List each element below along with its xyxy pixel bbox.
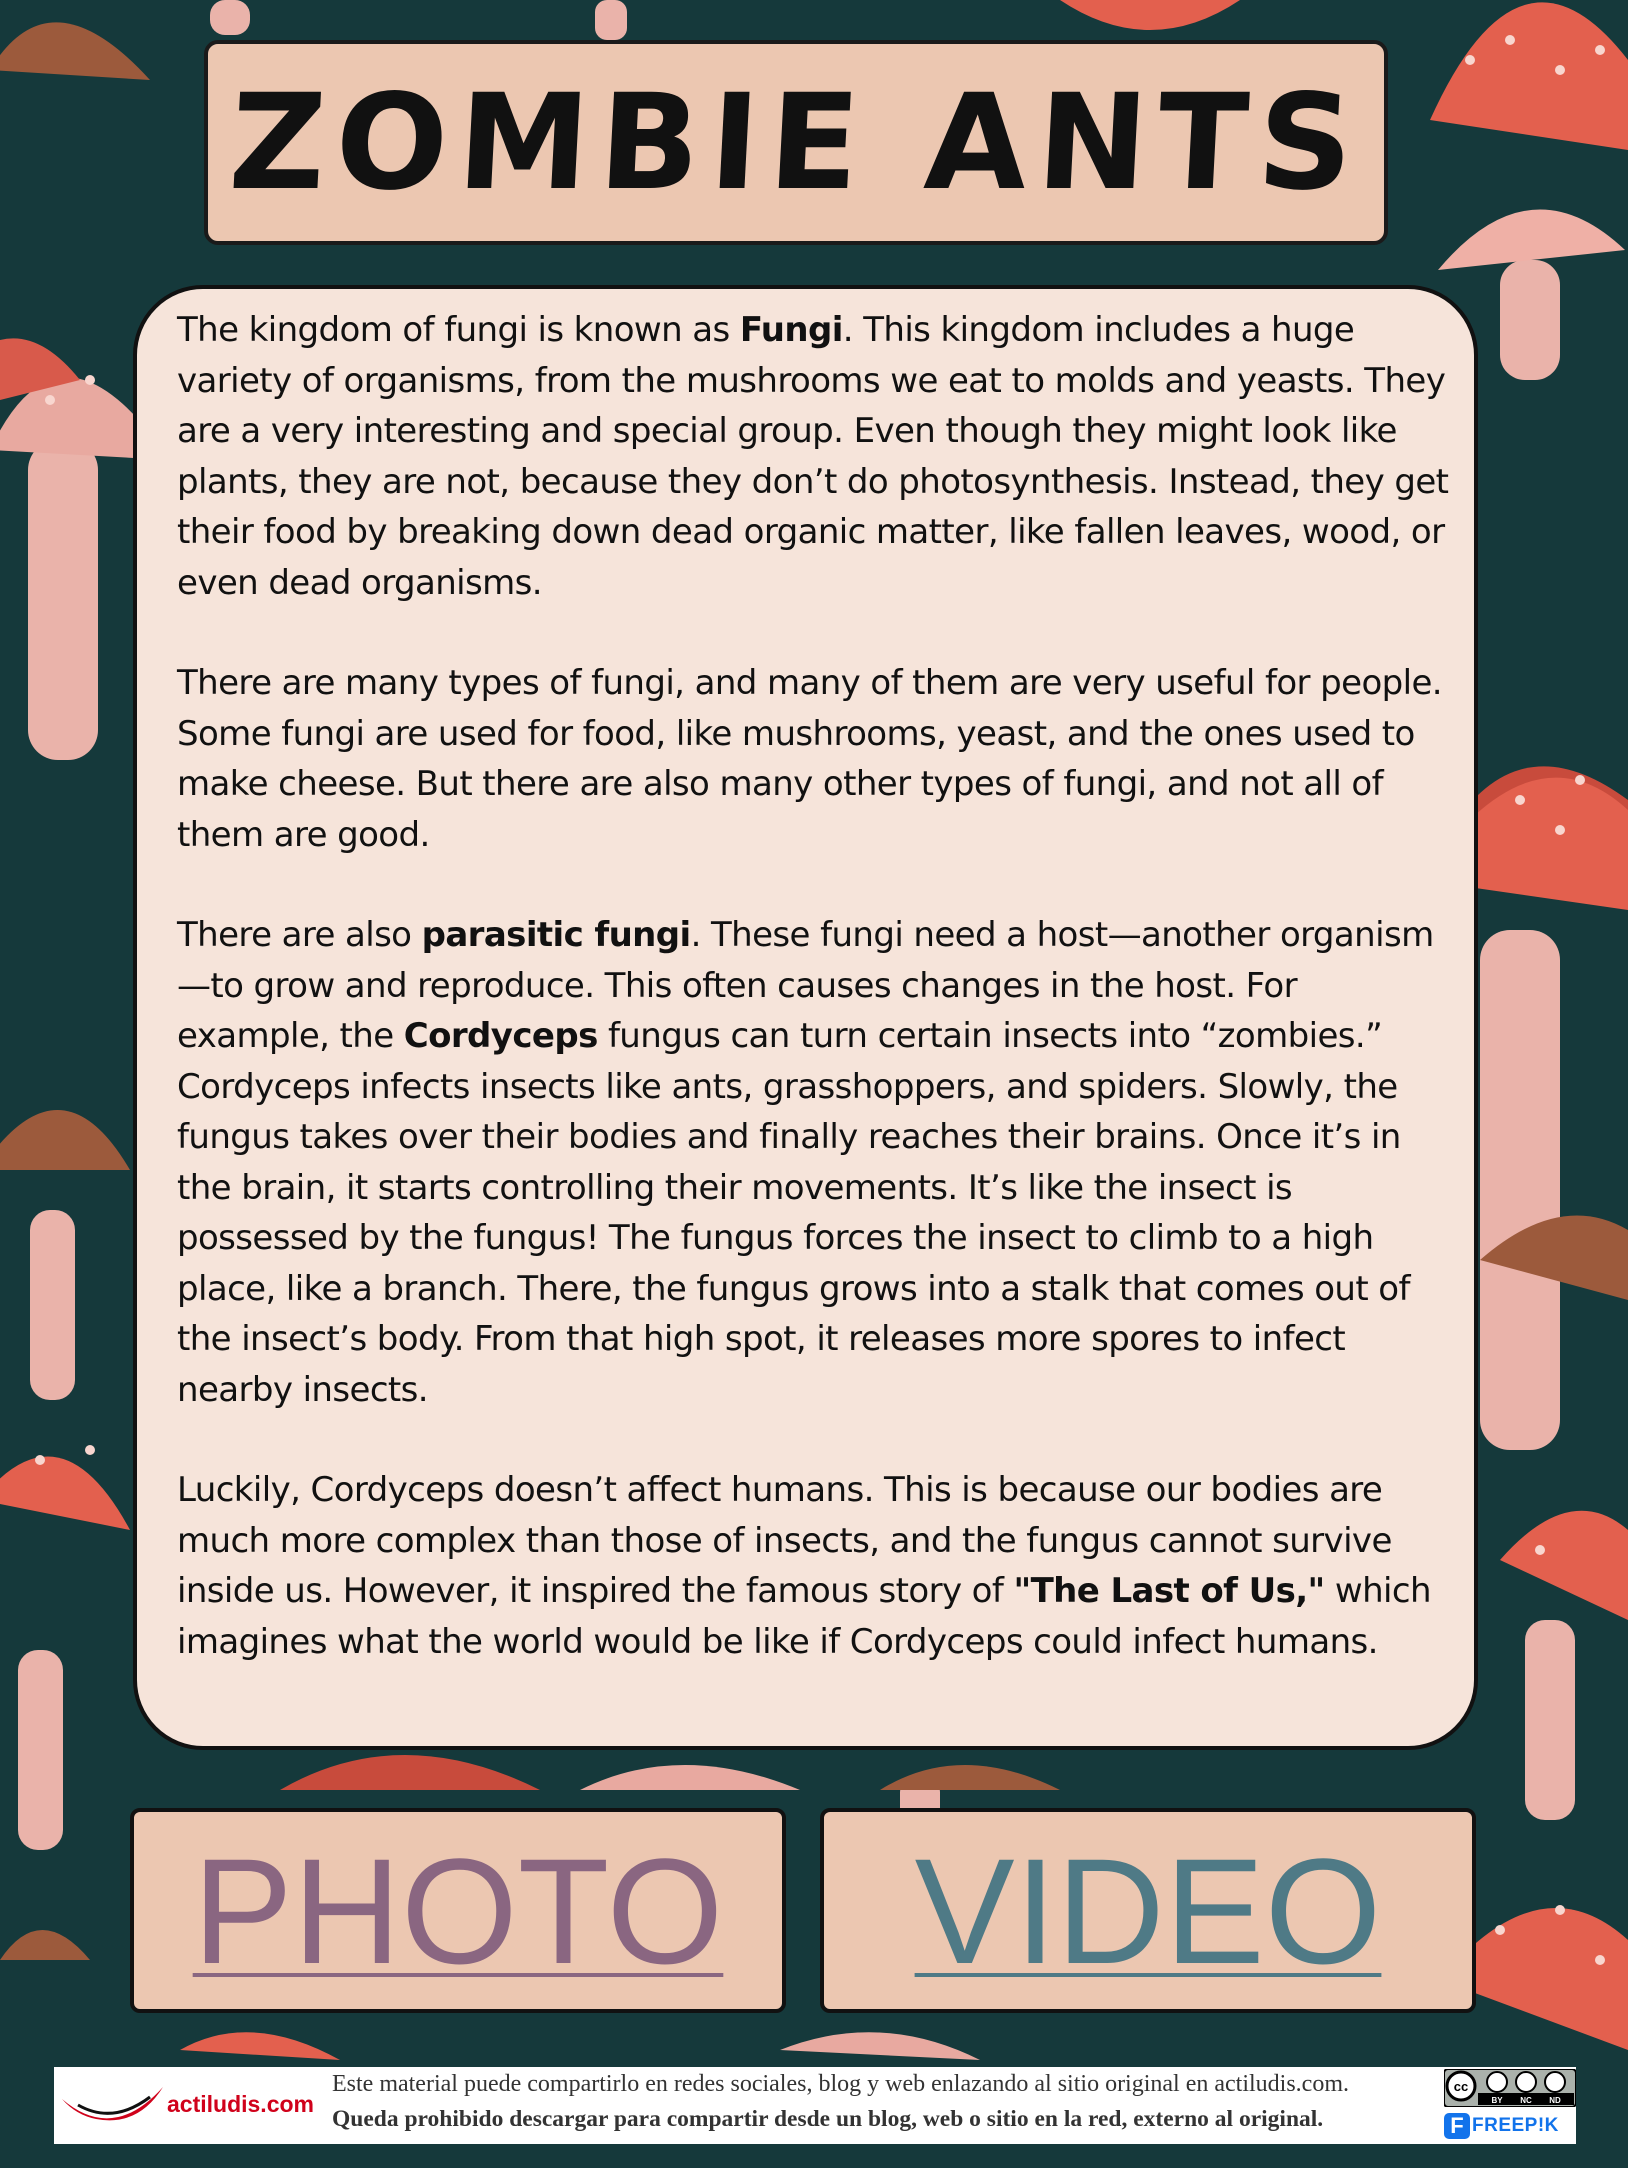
article-paragraph <box>177 910 1454 1415</box>
freepik-logo <box>1444 2109 1559 2143</box>
page-title: ZOMBIE ANTS <box>225 65 1367 220</box>
paragraph-text: which imagines what the world would be like if Cordyceps could infect humans. <box>177 1571 1431 1662</box>
actiludis-logo-icon <box>58 2075 168 2137</box>
cc-nc-label: NC <box>1520 2096 1532 2105</box>
cc-by-label: BY <box>1491 2096 1503 2105</box>
cc-license-icon <box>1444 2069 1576 2107</box>
paragraph-text: The kingdom of fungi is known as <box>177 310 740 350</box>
bold-term: Fungi <box>739 310 843 350</box>
freepik-text: FREEP!K <box>1472 2115 1559 2136</box>
footer-line-1: Este material puede compartirlo en redes sociales, blog y web enlazando al sitio original en actiludis.com. <box>332 2071 1349 2097</box>
article-card <box>133 285 1478 1750</box>
video-link-panel[interactable] <box>820 1808 1476 2013</box>
video-link[interactable]: VIDEO <box>914 1826 1382 1995</box>
article-paragraph <box>177 658 1454 860</box>
paragraph-text: There are also <box>177 915 422 955</box>
footer-banner <box>54 2067 1576 2144</box>
paragraph-text: fungus can turn certain insects into “zombies.” Cordyceps infects insects like ants, grasshoppers, and spiders. Slowly, the fungus takes over their bodies and finally reaches their brains. Once it’s in the brain, it starts controlling their movements. It’s like the insect is possessed by the fungus! The fungus forces the insect to climb to a high place, like a branch. There, the fungus grows into a stalk that comes out of the insect’s body. From that high spot, it releases more spores to infect nearby insects. <box>177 1016 1410 1410</box>
cc-nd-label: ND <box>1549 2096 1561 2105</box>
photo-link-panel[interactable] <box>130 1808 786 2013</box>
svg-text:cc: cc <box>1453 2079 1469 2094</box>
bold-term: parasitic fungi <box>421 915 691 955</box>
article-paragraph <box>177 305 1454 608</box>
paragraph-text: . These fungi need a host—another organism—to grow and reproduce. This often causes changes in the host. For example, the <box>177 915 1434 1056</box>
bold-term: Cordyceps <box>403 1016 598 1056</box>
footer-line-2: Queda prohibido descargar para compartir desde un blog, web o sitio en la red, externo al original. <box>332 2106 1324 2132</box>
paragraph-text: Luckily, Cordyceps doesn’t affect humans. This is because our bodies are much more complex than those of insects, and the fungus cannot survive inside us. However, it inspired the famous story of <box>177 1470 1392 1611</box>
bold-term: "The Last of Us," <box>1013 1571 1325 1611</box>
photo-link[interactable]: PHOTO <box>192 1826 724 1995</box>
freepik-icon: F <box>1444 2113 1470 2139</box>
title-panel <box>204 40 1388 245</box>
article-paragraph <box>177 1465 1454 1667</box>
paragraph-text: . This kingdom includes a huge variety of organisms, from the mushrooms we eat to molds and yeasts. They are a very interesting and special group. Even though they might look like plants, they are not, because they don’t do photosynthesis. Instead, they get their food by breaking down dead organic matter, like fallen leaves, wood, or even dead organisms. <box>177 310 1449 603</box>
actiludis-logo-text: actiludis.com <box>167 2091 314 2117</box>
paragraph-text: There are many types of fungi, and many of them are very useful for people. Some fungi are used for food, like mushrooms, yeast, and the ones used to make cheese. But there are also many other types of fungi, and not all of them are good. <box>177 663 1442 855</box>
